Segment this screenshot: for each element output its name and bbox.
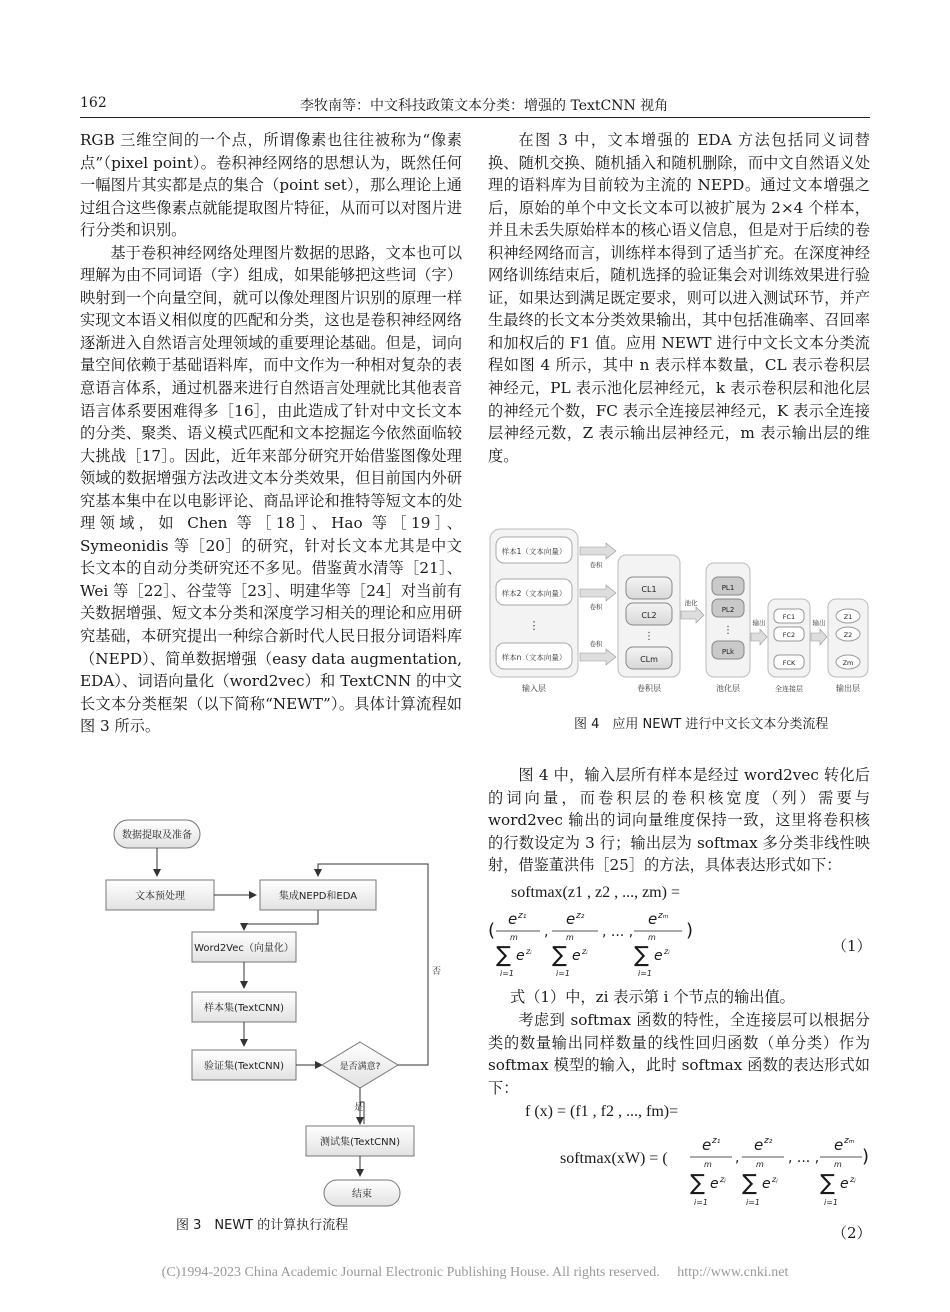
svg-text:,: , — [544, 924, 549, 940]
svg-text:e: e — [508, 910, 518, 928]
right-paragraph-2: 图 4 中，输入层所有样本是经过 word2vec 转化后的词向量，而卷积层的卷积核宽度（列）需要与 word2vec 输出的词向量维度保持一致，这里将卷积核的行数设定为 3 行；输出层为 softmax 多分类非线性映射，借鉴董洪伟［25］的方法，具体表达形式如下： — [488, 766, 870, 875]
svg-text:i=1: i=1 — [824, 1198, 839, 1207]
svg-text:i=1: i=1 — [694, 1198, 709, 1207]
svg-text:z₂: z₂ — [764, 1136, 773, 1146]
svg-text:i=1: i=1 — [746, 1198, 761, 1207]
arrow-conv-label-2: 卷积 — [589, 603, 603, 611]
svg-text:e: e — [648, 910, 658, 928]
arrow-pool-label: 池化 — [684, 599, 698, 607]
label-fc-layer: 全连接层 — [775, 685, 803, 693]
out-item-1: Z1 — [843, 613, 853, 621]
conv-item-2: CL2 — [641, 611, 657, 620]
figure-3-flowchart — [100, 814, 450, 1210]
left-column — [80, 129, 462, 738]
footer-url[interactable]: http://www.cnki.net — [677, 1265, 789, 1280]
fc3-word2vec: Word2Vec（向量化） — [194, 943, 294, 954]
svg-text:zⱼ: zⱼ — [772, 1175, 778, 1184]
svg-text:zⱼ: zⱼ — [850, 1175, 856, 1184]
pool-ellipsis: ⋮ — [723, 625, 733, 636]
label-conv-layer: 卷积层 — [637, 684, 661, 693]
page-number: 162 — [80, 95, 107, 111]
fc-item-k: FCK — [782, 659, 796, 667]
svg-text:m: m — [834, 1160, 842, 1169]
svg-text:e: e — [572, 948, 581, 964]
header-rule — [80, 117, 870, 118]
svg-text:e: e — [566, 910, 576, 928]
eq1-explanation — [510, 986, 870, 1009]
svg-text:e: e — [754, 1136, 764, 1154]
input-item-n: 样本n（文本向量） — [501, 653, 567, 662]
svg-text:): ) — [862, 1146, 870, 1167]
equation-2-number: （2） — [832, 1224, 872, 1242]
svg-text:zᵢ: zᵢ — [526, 947, 532, 956]
pool-item-k: PLk — [721, 648, 735, 656]
svg-text:m: m — [704, 1160, 712, 1169]
svg-text:e: e — [654, 948, 663, 964]
svg-text:∑: ∑ — [690, 1171, 705, 1196]
fc-item-1: FC1 — [782, 613, 796, 621]
fc3-decision: 是否满意? — [339, 1062, 381, 1072]
svg-text:e: e — [762, 1176, 771, 1192]
svg-text:i=1: i=1 — [638, 969, 653, 978]
fc3-val-set: 验证集(TextCNN) — [204, 1061, 284, 1072]
equation-1-fractions — [488, 906, 718, 982]
label-pool-layer: 池化层 — [716, 684, 740, 693]
right-paragraph-1: 在图 3 中，文本增强的 EDA 方法包括同义词替换、随机交换、随机插入和随机删除，而中文自然语义处理的语料库为目前较为主流的 NEPD。通过文本增强之后，原始的单个中文长文本可以被扩展为 2×4 个样本，并且未丢失原始样本的核心语义信息，但是对于后续的卷积神经网络而言，训练样本得到了适当扩充。在深度神经网络训练结束后，随机选择的验证集会对训练效果进行验证，如果达到满足既定要求，则可以进入测试环节，并产生最终的长文本分类效果输出，其中包括准确率、召回率和加权后的 F1 值。应用 NEWT 进行中文长文本分类流程如图 4 所示，其中 n 表示样本数量，CL 表示卷积层神经元，PL 表示池化层神经元，k 表示卷积层和池化层的神经元个数，FC 表示全连接层神经元，K 表示全连接层神经元数，Z 表示输出层神经元，m 表示输出层的维度。 — [488, 131, 870, 465]
input-item-2: 样本2（文本向量） — [501, 589, 567, 598]
arrow-out-label: 输出 — [812, 619, 826, 627]
right-paragraph-3: 式（1）中，zi 表示第 i 个节点的输出值。 — [510, 988, 795, 1006]
label-out-layer: 输出层 — [836, 684, 860, 693]
svg-text:∑: ∑ — [820, 1171, 835, 1196]
fc3-end: 结束 — [352, 1189, 372, 1200]
fc3-sample-set: 样本集(TextCNN) — [204, 1003, 284, 1014]
svg-text:z₁: z₁ — [518, 911, 527, 921]
svg-text:i=1: i=1 — [500, 969, 515, 978]
left-paragraph-2: 基于卷积神经网络处理图片数据的思路，文本也可以理解为由不同词语（字）组成，如果能够把这些词（字）映射到一个向量空间，就可以像处理图片识别的原理一样实现文本语义相似度的匹配和分类，这也是卷积神经网络逐渐进入自然语言处理领域的重要理论基础。但是，词向量空间依赖于基础语料库，而中文作为一种相对复杂的表意语言体系，通过机器来进行自然语言处理就比其他表音语言体系要困难得多［16］，由此造成了针对中文长文本的分类、聚类、语义模式匹配和文本挖掘迄今依然面临较大挑战［17］。因此，近年来部分研究开始借鉴图像处理领域的数据增强方法改进文本分类效果，但目前国内外研究基本集中在以电影评论、商品评论和推特等短文本的处理领域，如 Chen 等［18］、Hao 等［19］、Symeonidis 等［20］的研究，针对长文本尤其是中文长文本的自动分类研究还不多见。借鉴黄水清等［21］、Wei 等［22］、谷莹等［23］、明建华等［24］对当前有关数据增强、短文本分类和深度学习相关的理论和应用研究基础，本研究提出一种综合新时代人民日报分词语料库（NEPD）、简单数据增强（easy data augmentation, EDA）、词语向量化（word2vec）和 TextCNN 的中文长文本分类框架（以下简称“NEWT”）。具体计算流程如图 3 所示。 — [80, 243, 462, 736]
equation-2-line-1: f (x) = (f1 , f2 , ..., fm)= — [525, 1103, 679, 1120]
arrow-fc-label: 输出 — [752, 619, 766, 627]
svg-text:, ... ,: , ... , — [788, 1150, 820, 1166]
figure-3-caption: 图 3 NEWT 的计算执行流程 — [176, 1218, 349, 1233]
input-item-1: 样本1（文本向量） — [501, 547, 567, 556]
svg-text:,: , — [735, 1150, 740, 1166]
fc3-yes-label: 是 — [354, 1103, 364, 1113]
right-column-lower — [488, 764, 870, 877]
equation-2-fractions — [688, 1130, 870, 1210]
svg-text:e: e — [516, 948, 525, 964]
conv-ellipsis: ⋮ — [644, 631, 654, 642]
svg-text:e: e — [840, 1176, 849, 1192]
svg-text:m: m — [566, 933, 574, 942]
svg-text:m: m — [510, 933, 518, 942]
pool-item-2: PL2 — [721, 606, 735, 614]
svg-text:(: ( — [488, 920, 496, 941]
svg-text:∑: ∑ — [496, 943, 511, 968]
copyright-text: (C)1994-2023 China Academic Journal Electronic Publishing House. All rights reserved. — [161, 1265, 660, 1280]
running-title: 李牧南等：中文科技政策文本分类：增强的 TextCNN 视角 — [300, 98, 669, 114]
equation-2-softmax: softmax(xW) = ( — [560, 1150, 668, 1167]
footer — [0, 1265, 950, 1281]
fc3-test-set: 测试集(TextCNN) — [320, 1137, 400, 1148]
fc3-preprocess: 文本预处理 — [135, 891, 185, 902]
arrow-conv-label-1: 卷积 — [589, 561, 603, 569]
fc3-integrate: 集成NEPD和EDA — [278, 891, 358, 902]
svg-text:zₘ: zₘ — [844, 1136, 855, 1146]
arrow-conv-label-3: 卷积 — [589, 640, 603, 648]
svg-text:zⱼ: zⱼ — [720, 1175, 726, 1184]
out-item-2: Z2 — [843, 631, 853, 639]
svg-text:m: m — [648, 933, 656, 942]
svg-text:z₂: z₂ — [576, 911, 585, 921]
svg-text:e: e — [702, 1136, 712, 1154]
svg-text:i=1: i=1 — [556, 969, 571, 978]
svg-text:zᵢ: zᵢ — [664, 947, 670, 956]
figure-4-caption: 图 4 应用 NEWT 进行中文长文本分类流程 — [574, 717, 829, 732]
conv-item-1: CL1 — [641, 585, 657, 594]
svg-text:∑: ∑ — [742, 1171, 757, 1196]
fc3-no-label: 否 — [432, 967, 442, 977]
fc3-start: 数据提取及准备 — [122, 830, 192, 841]
left-paragraph-1: RGB 三维空间的一个点，所谓像素也往往被称为“像素点”（pixel point）。卷积神经网络的思想认为，既然任何一幅图片其实都是点的集合（point set），那么理论上通过组合这些像素点就能提取图片特征，从而可以对图片进行分类和识别。 — [80, 131, 462, 240]
out-item-m: Zm — [842, 659, 854, 667]
equation-1-line-1: softmax(z1 , z2 , ..., zm) = — [511, 884, 680, 901]
fc-item-2: FC2 — [782, 631, 796, 639]
svg-text:e: e — [710, 1176, 719, 1192]
svg-text:, ... ,: , ... , — [602, 924, 634, 940]
figure-4-diagram — [488, 521, 870, 701]
label-input-layer: 输入层 — [522, 684, 546, 693]
equation-1-number: （1） — [832, 937, 872, 955]
input-ellipsis: ⋮ — [528, 619, 540, 632]
svg-text:): ) — [686, 920, 694, 941]
pool-item-1: PL1 — [721, 584, 735, 592]
svg-text:z₁: z₁ — [712, 1136, 721, 1146]
svg-text:zᵢ: zᵢ — [582, 947, 588, 956]
svg-text:zₘ: zₘ — [658, 911, 669, 921]
right-paragraph-4: 考虑到 softmax 函数的特性，全连接层可以根据分类的数量输出同样数量的线性回归函数（单分类）作为 softmax 模型的输入，此时 softmax 函数的表达形式如下： — [488, 1011, 870, 1097]
svg-text:m: m — [756, 1160, 764, 1169]
right-column — [488, 129, 870, 467]
conv-item-m: CLm — [640, 655, 658, 664]
svg-text:∑: ∑ — [634, 943, 649, 968]
svg-text:∑: ∑ — [552, 943, 567, 968]
right-column-lower-2 — [488, 1009, 870, 1099]
svg-text:e: e — [834, 1136, 844, 1154]
